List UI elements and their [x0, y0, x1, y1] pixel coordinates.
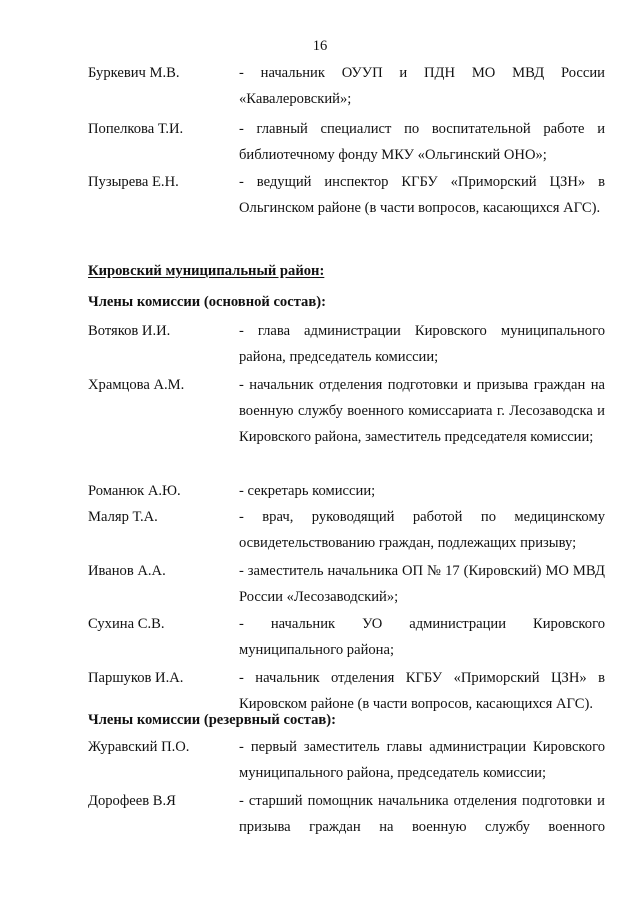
member-name: Пузырева Е.Н. [88, 174, 179, 190]
member-entry [0, 116, 640, 169]
reserve-member-list [0, 734, 640, 840]
page-number: 16 [312, 38, 328, 54]
district-heading: Кировский муниципальный район: [88, 263, 325, 279]
reserve-composition-heading: Члены комиссии (резервный состав): [88, 712, 336, 728]
member-entry [0, 372, 640, 478]
member-position: - главный специалист по воспитательной работе и библиотечному фонду МКУ «Ольгинский ОНО»; [239, 121, 605, 163]
member-entry [0, 169, 640, 221]
member-name: Буркевич М.В. [88, 65, 180, 81]
member-position: - начальник УО администрации Кировского муниципального района; [239, 616, 605, 658]
member-entry [0, 504, 640, 558]
member-name: Вотяков И.И. [88, 323, 171, 339]
member-position: - секретарь комиссии; [239, 483, 376, 499]
member-entry [0, 318, 640, 372]
member-entry [0, 60, 640, 116]
member-position: - старший помощник начальника отделения подготовки и призыва граждан на военную службу военного [239, 793, 605, 835]
member-entry [0, 734, 640, 788]
member-position: - заместитель начальника ОП № 17 (Кировский) МО МВД России «Лесозаводский»; [239, 563, 605, 605]
main-member-list [0, 318, 640, 717]
member-position: - первый заместитель главы администрации Кировского муниципального района, председатель комиссии; [239, 739, 605, 781]
member-entry [0, 611, 640, 665]
member-position: - ведущий инспектор КГБУ «Приморский ЦЗН» в Ольгинском районе (в части вопросов, касающихся АГС). [239, 174, 605, 216]
member-name: Сухина С.В. [88, 616, 165, 632]
member-position: - начальник отделения подготовки и призыва граждан на военную службу военного комиссариата г. Лесозаводска и Кировского района, заместитель председателя комиссии; [239, 377, 605, 445]
member-name: Романюк А.Ю. [88, 483, 181, 499]
member-entry [0, 788, 640, 840]
member-position: - начальник ОУУП и ПДН МО МВД России «Кавалеровский»; [239, 65, 605, 107]
top-member-list [0, 60, 640, 221]
member-entry [0, 478, 640, 504]
main-composition-heading: Члены комиссии (основной состав): [88, 294, 326, 310]
member-name: Паршуков И.А. [88, 670, 184, 686]
member-position: - врач, руководящий работой по медицинскому освидетельствованию граждан, подлежащих призыву; [239, 509, 605, 551]
member-position: - начальник отделения КГБУ «Приморский ЦЗН» в Кировском районе (в части вопросов, касающихся АГС). [239, 670, 605, 712]
member-name: Иванов А.А. [88, 563, 166, 579]
member-name: Храмцова А.М. [88, 377, 185, 393]
member-position: - глава администрации Кировского муниципального района, председатель комиссии; [239, 323, 605, 365]
member-name: Дорофеев В.Я [88, 793, 176, 809]
member-name: Маляр Т.А. [88, 509, 158, 525]
member-entry [0, 558, 640, 611]
member-name: Попелкова Т.И. [88, 121, 184, 137]
member-name: Журавский П.О. [88, 739, 190, 755]
